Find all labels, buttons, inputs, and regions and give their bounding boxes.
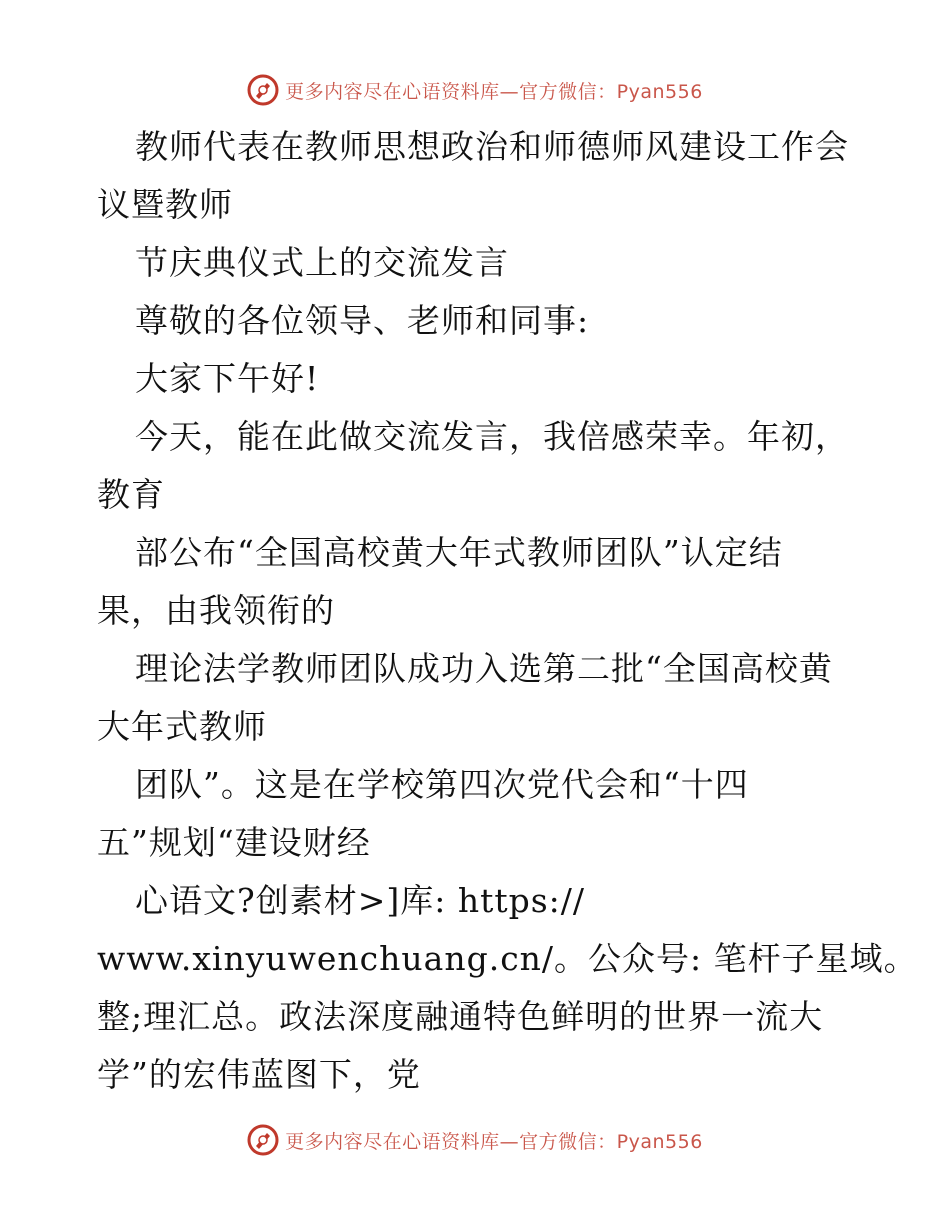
watermark-id: Pyan556 bbox=[616, 1130, 703, 1153]
paragraph-line: 五”规划“建设财经 bbox=[97, 823, 371, 862]
paragraph-line: 今天，能在此做交流发言，我倍感荣幸。年初， bbox=[135, 417, 849, 456]
watermark-text bbox=[285, 1127, 703, 1154]
title-line-1: 教师代表在教师思想政治和师德师风建设工作会 bbox=[135, 127, 849, 166]
paragraph-line: 大年式教师 bbox=[97, 707, 267, 746]
paragraph-line: 部公布“全国高校黄大年式教师团队”认定结 bbox=[135, 533, 783, 572]
paragraph-line: 果，由我领衔的 bbox=[97, 591, 335, 630]
watermark-label: 更多内容尽在心语资料库—官方微信： bbox=[285, 80, 617, 103]
watermark-text bbox=[285, 77, 703, 104]
paragraph-line: 学”的宏伟蓝图下，党 bbox=[97, 1055, 421, 1094]
watermark-id: Pyan556 bbox=[616, 80, 703, 103]
title-line-3: 节庆典仪式上的交流发言 bbox=[135, 243, 509, 282]
watermark-label: 更多内容尽在心语资料库—官方微信： bbox=[285, 1130, 617, 1153]
document-body bbox=[97, 118, 918, 1104]
header-watermark bbox=[0, 70, 950, 110]
paragraph-line: 心语文?创素材>]库: https:// bbox=[135, 881, 586, 920]
salutation: 尊敬的各位领导、老师和同事: bbox=[135, 301, 590, 340]
paragraph-line: 整;理汇总。政法深度融通特色鲜明的世界一流大 bbox=[97, 997, 824, 1036]
brand-logo-icon bbox=[247, 74, 279, 106]
paragraph-line: 理论法学教师团队成功入选第二批“全国高校黄 bbox=[135, 649, 833, 688]
paragraph-line: 教育 bbox=[97, 475, 165, 514]
paragraph-line: 团队”。这是在学校第四次党代会和“十四 bbox=[135, 765, 749, 804]
paragraph-line: www.xinyuwenchuang.cn/。公众号: 笔杆子星域。 bbox=[97, 939, 918, 978]
title-line-2: 议暨教师 bbox=[97, 185, 233, 224]
brand-logo-icon bbox=[247, 1124, 279, 1156]
greeting: 大家下午好! bbox=[135, 359, 320, 398]
footer-watermark bbox=[0, 1120, 950, 1160]
